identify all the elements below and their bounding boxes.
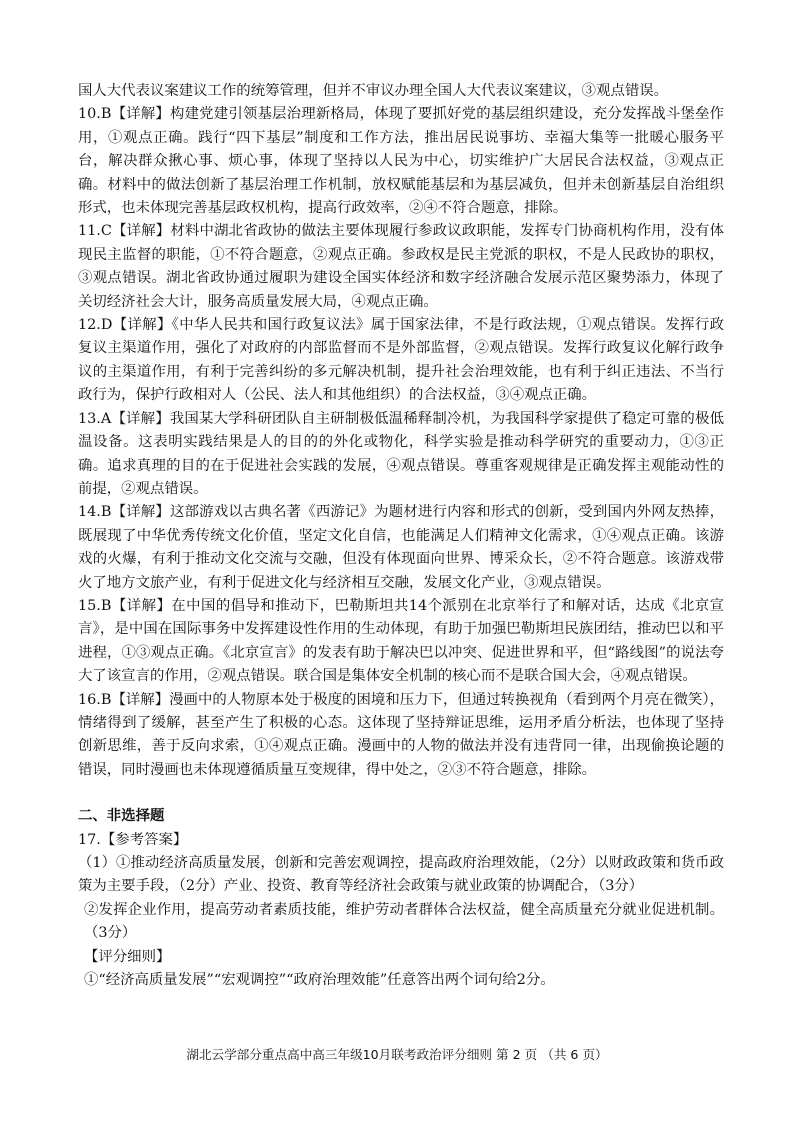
paragraph-continuation: 国人大代表议案建议工作的统筹管理，但并不审议办理全国人大代表议案建议，③观点错误。: [78, 83, 669, 99]
question-17-answer-1: （1）①推动经济高质量发展，创新和完善宏观调控，提高政府治理效能，（2分）以财政政策和货币政策为主要手段，（2分）产业、投资、教育等经济社会政策与就业政策的协调配合，（3分）: [78, 855, 724, 895]
answer-item-12: 12.D【详解】《中华人民共和国行政复议法》属于国家法律，不是行政法规，①观点错误。发挥行政复议主渠道作用，强化了对政府的内部监督而不是外部监督，②观点错误。发挥行政复议化解行政争议的主渠道作用，有利于完善纠纷的多元解决机制，提升社会治理效能，也有利于纠正违法、不当行政行为，保护行政相对人（公民、法人和其他组织）的合法权益，③④观点正确。: [78, 317, 724, 404]
answer-item-14: 14.B【详解】这部游戏以古典名著《西游记》为题材进行内容和形式的创新，受到国内外网友热捧，既展现了中华优秀传统文化价值，坚定文化自信，也能满足人们精神文化需求，①④观点正确。该游戏的火爆，有利于推动文化交流与交融，但没有体现面向世界、博采众长，②不符合题意。该游戏带火了地方文旅产业，有利于促进文化与经济相互交融，发展文化产业，③观点错误。: [78, 504, 724, 591]
answer-item-13: 13.A【详解】我国某大学科研团队自主研制极低温稀释制冷机，为我国科学家提供了稳定可靠的极低温设备。这表明实践结果是人的目的的外化或物化，科学实验是推动科学研究的重要动力，①③正确。追求真理的目的在于促进社会实践的发展，④观点错误。尊重客观规律是正确发挥主观能动性的前提，②观点错误。: [78, 410, 724, 497]
answer-item-10: 10.B【详解】构建党建引领基层治理新格局，体现了要抓好党的基层组织建设，充分发挥战斗堡垒作用，①观点正确。践行“四下基层”制度和工作方法，推出居民说事坊、幸福大集等一批暖心服务平台，解决群众揪心事、烦心事，体现了坚持以人民为中心，切实维护广大居民合法权益，③观点正确。材料中的做法创新了基层治理工作机制，放权赋能基层和为基层减负，但并未创新基层自治组织形式，也未体现完善基层政权机构，提高行政效率，②④不符合题意，排除。: [78, 106, 724, 217]
grading-rule-1: ①“经济高质量发展”“宏观调控”“政府治理效能”任意答出两个词句给2分。: [84, 972, 555, 989]
question-17-title: 17.【参考答案】: [78, 831, 188, 848]
question-17-answer-2: ②发挥企业作用，提高劳动者素质技能，维护劳动者群体合法权益，健全高质量充分就业促进机制。（3分）: [84, 901, 724, 942]
grading-rules-title: 【评分细则】: [84, 948, 171, 965]
section-heading-non-choice: 二、非选择题: [78, 808, 165, 825]
answer-item-11: 11.C【详解】材料中湖北省政协的做法主要体现履行参政议政职能，发挥专门协商机构作用，没有体现民主监督的职能，①不符合题意，②观点正确。参政权是民主党派的职权，不是人民政协的职权，③观点错误。湖北省政协通过履职为建设全国实体经济和数字经济融合发展示范区聚势添力，体现了关切经济社会大计，服务高质量发展大局，④观点正确。: [78, 223, 724, 310]
answer-item-15: 15.B【详解】在中国的倡导和推动下，巴勒斯坦共14个派别在北京举行了和解对话，达成《北京宣言》，是中国在国际事务中发挥建设性作用的生动体现，有助于加强巴勒斯坦民族团结，推动巴以和平进程，①③观点正确。《北京宣言》的发表有助于解决巴以冲突、促进世界和平，但“路线图”的说法夸大了该宣言的作用，②观点错误。联合国是集体安全机制的核心而不是联合国大会，④观点错误。: [78, 597, 724, 685]
answer-explanations: [78, 80, 724, 992]
answer-item-16: 16.B【详解】漫画中的人物原本处于极度的困境和压力下，但通过转换视角（看到两个月亮在微笑），情绪得到了缓解，甚至产生了积极的心态。这体现了坚持辩证思维，运用矛盾分析法，也体现了坚持创新思维，善于反向求索，①④观点正确。漫画中的人物的做法并没有违背同一律，出现偷换论题的错误，同时漫画也未体现遵循质量互变规律，得中处之，②③不符合题意，排除。: [78, 691, 724, 778]
page-footer: 湖北云学部分重点高中高三年级10月联考政治评分细则 第 2 页 （共 6 页）: [186, 1047, 608, 1062]
